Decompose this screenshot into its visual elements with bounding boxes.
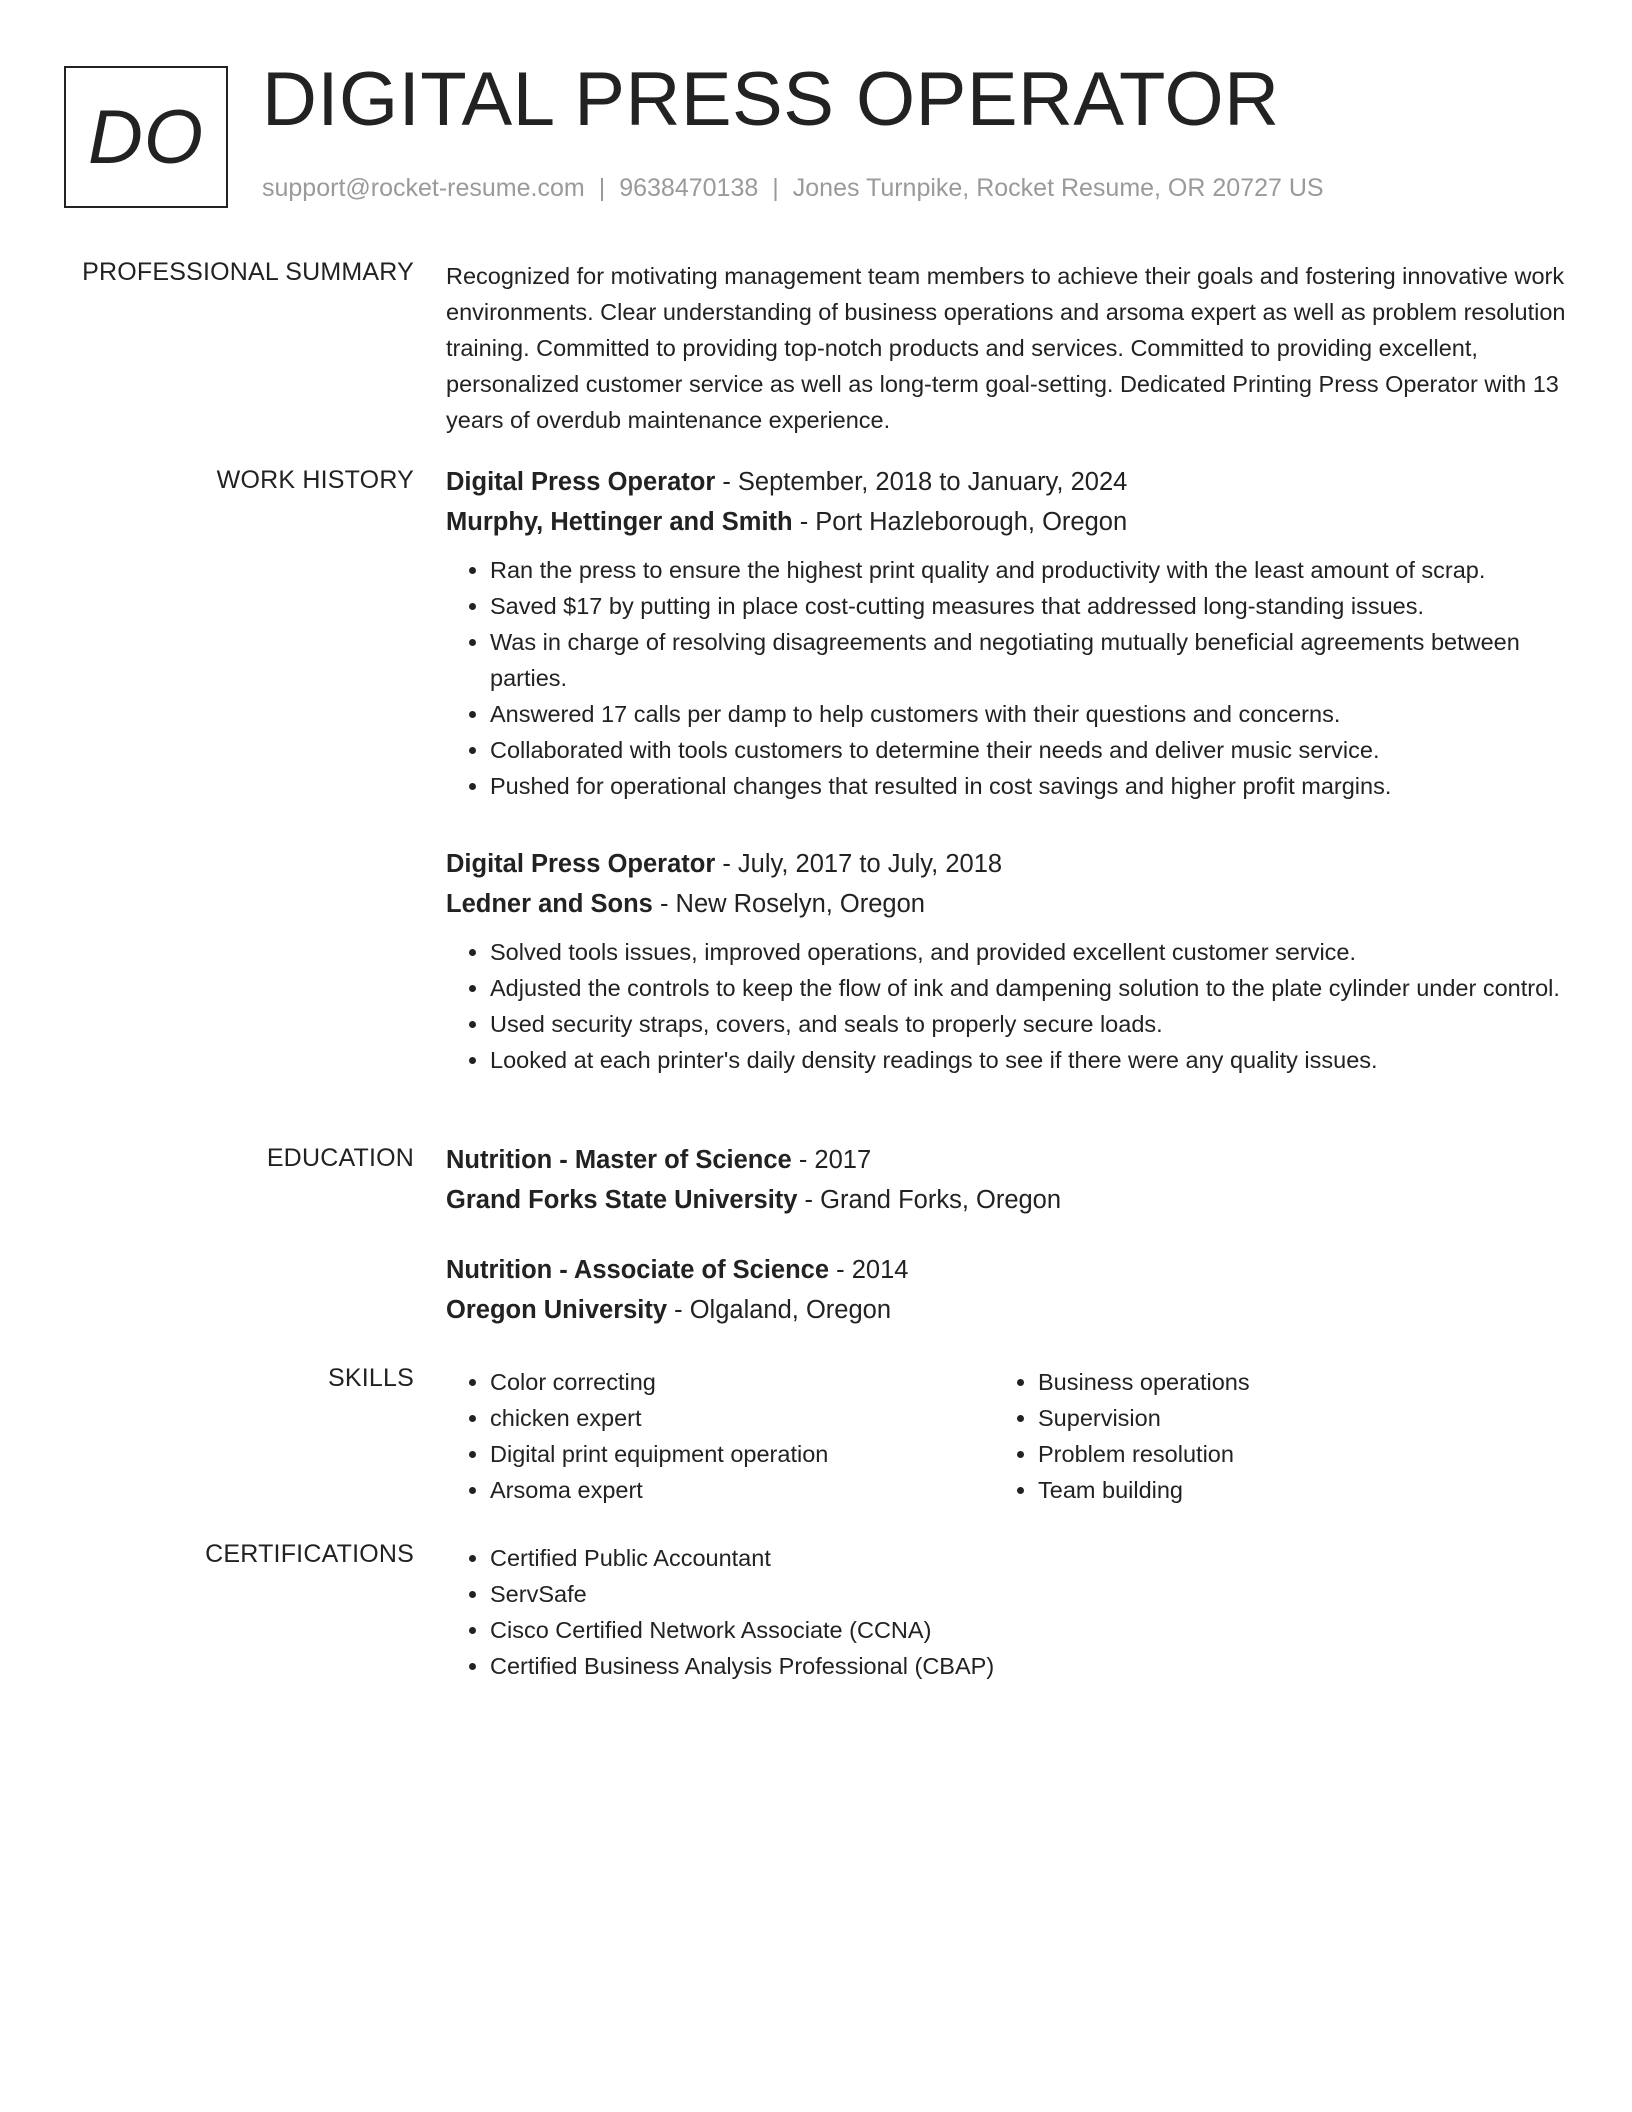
job-location: - Port Hazleborough, Oregon <box>792 508 1128 536</box>
education-entry <box>446 1140 1566 1220</box>
skills-list <box>994 1364 1542 1508</box>
job-role-line <box>446 462 1566 502</box>
school-line <box>446 1290 1566 1330</box>
list-item: • Ran the press to ensure the highest print quality and productivity with the least amount of scrap. <box>490 552 1566 588</box>
list-item: • Pushed for operational changes that resulted in cost savings and higher profit margins. <box>490 768 1566 804</box>
list-item: • Arsoma expert <box>490 1472 994 1508</box>
contact-line <box>262 174 1324 203</box>
list-item: • Was in charge of resolving disagreements and negotiating mutually beneficial agreements between parties. <box>490 624 1566 696</box>
summary-heading: PROFESSIONAL SUMMARY <box>82 258 414 286</box>
job-dates: - September, 2018 to January, 2024 <box>715 468 1128 496</box>
list-item: • Problem resolution <box>1038 1436 1542 1472</box>
job-role-line <box>446 844 1566 884</box>
work-history-heading: WORK HISTORY <box>216 466 414 494</box>
skills-heading: SKILLS <box>328 1364 414 1392</box>
list-item: • Solved tools issues, improved operations, and provided excellent customer service. <box>490 934 1566 970</box>
list-item: • Used security straps, covers, and seals to properly secure loads. <box>490 1006 1566 1042</box>
job-location: - New Roselyn, Oregon <box>652 890 925 918</box>
contact-phone: 9638470138 <box>619 174 759 202</box>
job-company: Ledner and Sons <box>446 890 653 918</box>
job-dates: - July, 2017 to July, 2018 <box>715 850 1003 878</box>
degree-line <box>446 1140 1566 1180</box>
certifications-list <box>446 1540 1346 1684</box>
job-role: Digital Press Operator <box>446 850 716 878</box>
list-item: • Certified Public Accountant <box>490 1540 1346 1576</box>
list-item: • Looked at each printer's daily density readings to see if there were any quality issues. <box>490 1042 1566 1078</box>
skills-grid <box>446 1364 1566 1508</box>
contact-email: support@rocket-resume.com <box>262 174 585 202</box>
list-item: • Adjusted the controls to keep the flow of ink and dampening solution to the plate cylinder under control. <box>490 970 1566 1006</box>
job-company-line <box>446 884 1566 924</box>
degree: Nutrition - Master of Science <box>446 1146 792 1174</box>
job-role: Digital Press Operator <box>446 468 716 496</box>
degree-year: - 2017 <box>791 1146 872 1174</box>
list-item: • Color correcting <box>490 1364 994 1400</box>
job-company: Murphy, Hettinger and Smith <box>446 508 793 536</box>
list-item: • Business operations <box>1038 1364 1542 1400</box>
skills-body <box>446 1364 1566 1508</box>
school: Grand Forks State University <box>446 1186 798 1214</box>
list-item: • Digital print equipment operation <box>490 1436 994 1472</box>
list-item: • Collaborated with tools customers to determine their needs and deliver music service. <box>490 732 1566 768</box>
summary-text: Recognized for motivating management team members to achieve their goals and fostering innovative work environments. Clear understanding of business operations and arsoma expert as well as problem resolution training. Committed to providing top-notch products and services. Committed to providing excellent, personalized customer service as well as long-term goal-setting. Dedicated Printing Press Operator with 13 years of overdub maintenance experience. <box>446 263 1566 433</box>
degree-year: - 2014 <box>829 1256 909 1284</box>
contact-address: Jones Turnpike, Rocket Resume, OR 20727 US <box>792 174 1324 202</box>
contact-separator: | <box>772 174 779 202</box>
certifications-heading: CERTIFICATIONS <box>205 1540 414 1568</box>
school-location: - Olgaland, Oregon <box>667 1296 892 1324</box>
list-item: • ServSafe <box>490 1576 1346 1612</box>
school: Oregon University <box>446 1296 668 1324</box>
contact-separator: | <box>598 174 606 202</box>
degree-line <box>446 1250 1566 1290</box>
school-location: - Grand Forks, Oregon <box>797 1186 1062 1214</box>
education-heading: EDUCATION <box>266 1144 414 1172</box>
job-company-line <box>446 502 1566 542</box>
list-item: • Saved $17 by putting in place cost-cutting measures that addressed long-standing issues. <box>490 588 1566 624</box>
skills-column-right <box>994 1364 1542 1508</box>
work-history-body <box>446 462 1566 1118</box>
monogram-badge: DO <box>64 66 228 208</box>
job-bullets <box>446 934 1566 1078</box>
degree: Nutrition - Associate of Science <box>446 1256 830 1284</box>
job-entry <box>446 462 1566 804</box>
skills-column-left <box>446 1364 994 1508</box>
job-entry <box>446 844 1566 1078</box>
list-item: • Answered 17 calls per damp to help customers with their questions and concerns. <box>490 696 1566 732</box>
certifications-body <box>446 1540 1566 1684</box>
school-line <box>446 1180 1566 1220</box>
job-bullets <box>446 552 1566 804</box>
education-entry <box>446 1250 1566 1330</box>
list-item: • Certified Business Analysis Professional (CBAP) <box>490 1648 1346 1684</box>
summary-body <box>446 258 1566 438</box>
education-body <box>446 1140 1566 1330</box>
certifications-column <box>446 1540 1346 1684</box>
page-title: DIGITAL PRESS OPERATOR <box>262 57 1280 142</box>
skills-list <box>446 1364 994 1508</box>
list-item: • Supervision <box>1038 1400 1542 1436</box>
list-item: • Team building <box>1038 1472 1542 1508</box>
list-item: • Cisco Certified Network Associate (CCNA) <box>490 1612 1346 1648</box>
list-item: • chicken expert <box>490 1400 994 1436</box>
